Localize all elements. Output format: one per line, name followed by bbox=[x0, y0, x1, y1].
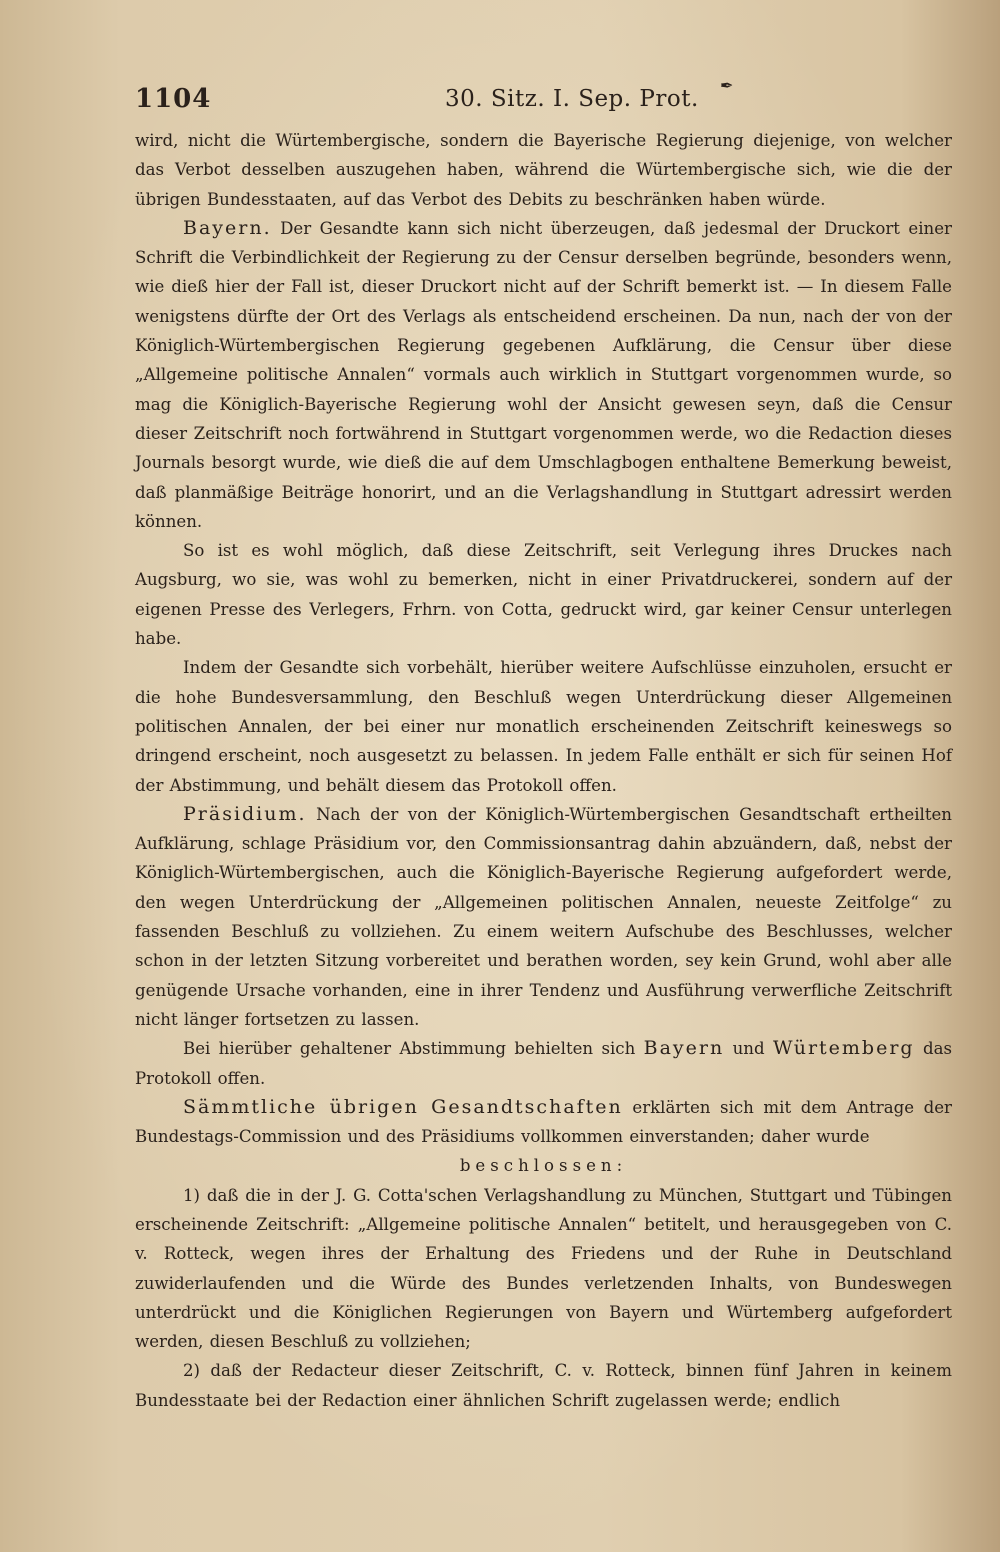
vote-post: das Protokoll offen. bbox=[135, 1039, 952, 1088]
paragraph-praesidium bbox=[135, 800, 952, 1034]
resolution-item-1: 1) daß die in der J. G. Cotta'schen Verlagshandlung zu München, Stuttgart und Tübingen erscheinende Zeitschrift: „Allgemeine politische Annalen“ betitelt, und herausgegeben von C. v. Rotteck, wegen ihres der Erhaltung des Friedens und der Ruhe in Deutschland zuwiderlaufenden und die Würde des Bundes verletzenden Inhalts, von Bundeswegen unterdrückt und die Königlichen Regierungen von Bayern und Würtemberg aufgefordert werden, diesen Beschluß zu vollziehen; bbox=[135, 1185, 952, 1352]
vote-wuertemberg: Würtemberg bbox=[772, 1037, 915, 1060]
speaker-others: Sämmtliche übrigen Gesandtschaften bbox=[183, 1095, 623, 1118]
vote-bayern: Bayern bbox=[643, 1037, 725, 1060]
paragraph-bayern bbox=[135, 214, 952, 536]
resolved-heading: beschlossen: bbox=[459, 1156, 628, 1176]
paragraph-bayern-3: Indem der Gesandte sich vorbehält, hierüber weitere Aufschlüsse einzuholen, ersucht er die hohe Bundesversammlung, den Beschluß wegen Unterdrückung dieser Allgemeinen politischen Annalen, der bei einer nur monatlich erscheinenden Zeitschrift keineswegs so dringend erscheint, noch ausgesetzt zu belassen. In jedem Falle enthält er sich für seinen Hof der Abstimmung, und behält diesem das Protokoll offen. bbox=[135, 658, 952, 795]
paragraph-continuation: wird, nicht die Würtembergische, sondern die Bayerische Regierung diejenige, von welcher das Verbot desselben auszugehen haben, während die Würtembergische sich, wie die der übrigen Bundesstaaten, auf das Verbot des Debits zu beschränken haben würde. bbox=[135, 131, 952, 209]
praesidium-text: Nach der von der Königlich-Würtembergischen Gesandtschaft ertheilten Aufklärung, schlage Präsidium vor, den Commissionsantrag dahin abzuändern, daß, nebst der Königlich-Würtembergischen, auch die Königlich-Bayerische Regierung aufgefordert werde, den wegen Unterdrückung der „Allgemeinen politischen Annalen, neueste Zeitfolge“ zu fassenden Beschluß zu vollziehen. Zu einem weitern Aufschube des Beschlusses, welcher schon in der letzten Sitzung vorbereitet und berathen worden, sey kein Grund, wohl aber alle genügende Ursache vorhanden, eine in ihrer Tendenz und Ausführung verwerfliche Zeitschrift nicht länger fortsetzen zu lassen. bbox=[135, 804, 952, 1029]
vote-und: und bbox=[732, 1039, 765, 1059]
ink-mark: ✒ bbox=[720, 76, 734, 95]
speaker-praesidium: Präsidium. bbox=[183, 802, 307, 825]
resolution-item-2: 2) daß der Redacteur dieser Zeitschrift, C. v. Rotteck, binnen fünf Jahren in keinem Bundesstaate bei der Redaction einer ähnlichen Schrift zugelassen werde; endlich bbox=[135, 1361, 952, 1410]
others-text: erklärten sich mit dem Antrage der Bundestags-Commission und des Präsidiums vollkommen einverstanden; daher wurde bbox=[135, 1097, 952, 1147]
paragraph-vote bbox=[135, 1034, 952, 1093]
vote-pre: Bei hierüber gehaltener Abstimmung behielten sich bbox=[183, 1039, 636, 1059]
page-number: 1104 bbox=[135, 84, 212, 114]
speaker-bayern: Bayern. bbox=[183, 216, 272, 239]
body-text bbox=[135, 126, 952, 1415]
paragraph-bayern-2: So ist es wohl möglich, daß diese Zeitschrift, seit Verlegung ihres Druckes nach Augsburg, wo sie, was wohl zu bemerken, nicht in einer Privatdruckerei, sondern auf der eigenen Presse des Verlegers, Frhrn. von Cotta, gedruckt wird, gar keiner Censur unterlegen habe. bbox=[135, 541, 952, 649]
page-header bbox=[135, 76, 952, 126]
running-head: 30. Sitz. I. Sep. Prot. bbox=[445, 86, 699, 112]
bayern-text: Der Gesandte kann sich nicht überzeugen, daß jedesmal der Druckort einer Schrift die Verbindlichkeit der Regierung zu der Censur derselben begründe, besonders wenn, wie dieß hier der Fall ist, dieser Druckort nicht auf der Schrift bemerkt ist. — In diesem Falle wenigstens dürfte der Ort des Verlags als entscheidend erscheinen. Da nun, nach der von der Königlich-Würtembergischen Regierung gegebenen Aufklärung, die Censur über diese „Allgemeine politische Annalen“ vormals auch wirklich in Stuttgart vorgenommen wurde, so mag die Königlich-Bayerische Regierung wohl der Ansicht gewesen seyn, daß die Censur dieser Zeitschrift noch fortwährend in Stuttgart vorgenommen werde, wo die Redaction dieses Journals besorgt wurde, wie dieß die auf dem Umschlagbogen enthaltene Bemerkung beweist, daß planmäßige Beiträge honorirt, und an die Verlagshandlung in Stuttgart adressirt werden können. bbox=[135, 218, 952, 531]
paragraph-others bbox=[135, 1093, 952, 1152]
